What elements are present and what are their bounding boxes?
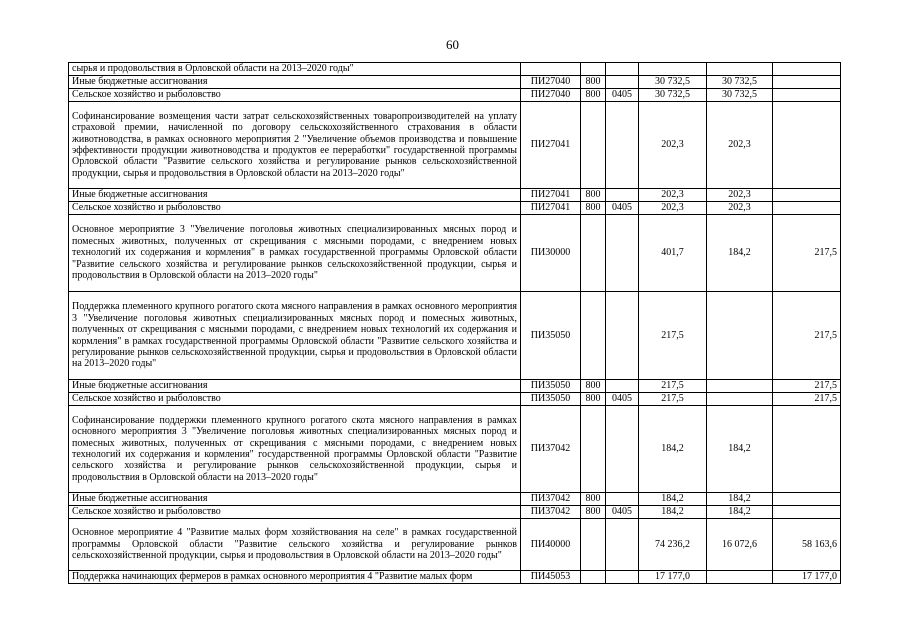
table-row bbox=[69, 406, 841, 493]
row-amount-total: 202,3 bbox=[639, 102, 707, 189]
row-amount-2: 16 072,6 bbox=[707, 519, 773, 571]
row-name: Иные бюджетные ассигнования bbox=[69, 76, 521, 89]
row-amount-3 bbox=[773, 89, 841, 102]
row-amount-3: 217,5 bbox=[773, 380, 841, 393]
row-amount-total: 217,5 bbox=[639, 393, 707, 406]
row-expense-type bbox=[581, 406, 606, 493]
row-target-code: ПИ27041 bbox=[521, 202, 581, 215]
row-section bbox=[606, 406, 639, 493]
row-section bbox=[606, 292, 639, 380]
row-amount-total: 217,5 bbox=[639, 380, 707, 393]
row-amount-2: 184,2 bbox=[707, 493, 773, 506]
row-name: Сельское хозяйство и рыболовство bbox=[69, 506, 521, 519]
row-amount-3 bbox=[773, 406, 841, 493]
row-section bbox=[606, 380, 639, 393]
row-section bbox=[606, 189, 639, 202]
row-name: Основное мероприятие 3 "Увеличение поголовья животных специализированных мясных пород и помесных животных, полученных от скрещивания с мясными породами, с внедрением новых технологий их содержания и кормления" в рамках государственной программы Орловской области "Развитие сельского хозяйства и регулирование рынков сельскохозяйственной продукции, сырья и продовольствия в Орловской области на 2013–2020 годы" bbox=[69, 215, 521, 292]
table-row bbox=[69, 202, 841, 215]
row-name: Сельское хозяйство и рыболовство bbox=[69, 89, 521, 102]
row-target-code: ПИ37042 bbox=[521, 506, 581, 519]
row-expense-type: 800 bbox=[581, 189, 606, 202]
row-amount-total: 202,3 bbox=[639, 202, 707, 215]
budget-table bbox=[68, 62, 841, 584]
row-amount-3: 217,5 bbox=[773, 393, 841, 406]
page-number: 60 bbox=[446, 37, 459, 52]
row-target-code: ПИ35050 bbox=[521, 292, 581, 380]
row-expense-type: 800 bbox=[581, 493, 606, 506]
table-row bbox=[69, 189, 841, 202]
row-amount-total: 184,2 bbox=[639, 406, 707, 493]
table-row bbox=[69, 102, 841, 189]
row-amount-2: 184,2 bbox=[707, 406, 773, 493]
row-name: Сельское хозяйство и рыболовство bbox=[69, 202, 521, 215]
row-target-code: ПИ35050 bbox=[521, 393, 581, 406]
row-amount-3: 217,5 bbox=[773, 215, 841, 292]
row-target-code: ПИ37042 bbox=[521, 493, 581, 506]
row-amount-total: 217,5 bbox=[639, 292, 707, 380]
row-expense-type bbox=[581, 215, 606, 292]
row-expense-type bbox=[581, 519, 606, 571]
row-amount-2 bbox=[707, 380, 773, 393]
row-section bbox=[606, 493, 639, 506]
row-expense-type: 800 bbox=[581, 506, 606, 519]
row-expense-type bbox=[581, 63, 606, 76]
row-amount-total: 74 236,2 bbox=[639, 519, 707, 571]
row-name: Сельское хозяйство и рыболовство bbox=[69, 393, 521, 406]
row-amount-total: 184,2 bbox=[639, 506, 707, 519]
row-amount-total: 202,3 bbox=[639, 189, 707, 202]
row-expense-type: 800 bbox=[581, 202, 606, 215]
row-target-code bbox=[521, 63, 581, 76]
table-row bbox=[69, 393, 841, 406]
table-row bbox=[69, 506, 841, 519]
row-amount-3 bbox=[773, 102, 841, 189]
table-row bbox=[69, 493, 841, 506]
row-name: Поддержка начинающих фермеров в рамках основного мероприятия 4 "Развитие малых форм bbox=[69, 571, 521, 584]
row-name: сырья и продовольствия в Орловской области на 2013–2020 годы" bbox=[69, 63, 521, 76]
row-expense-type: 800 bbox=[581, 380, 606, 393]
row-amount-3 bbox=[773, 493, 841, 506]
row-amount-2: 202,3 bbox=[707, 189, 773, 202]
row-name: Софинансирование поддержки племенного крупного рогатого скота мясного направления в рамках основного мероприятия 3 "Увеличение поголовья животных специализированных мясных пород и помесных животных, полученных от скрещивания с мясными породами, с внедрением новых технологий их содержания и кормления" государственной программы Орловской области "Развитие сельского хозяйства и регулирование рынков сельскохозяйственной продукции, сырья и продовольствия в Орловской области на 2013–2020 годы" bbox=[69, 406, 521, 493]
row-amount-2: 30 732,5 bbox=[707, 89, 773, 102]
row-expense-type bbox=[581, 292, 606, 380]
row-section: 0405 bbox=[606, 202, 639, 215]
row-amount-2 bbox=[707, 63, 773, 76]
row-amount-3: 217,5 bbox=[773, 292, 841, 380]
row-amount-3 bbox=[773, 506, 841, 519]
row-amount-2 bbox=[707, 292, 773, 380]
row-amount-3: 58 163,6 bbox=[773, 519, 841, 571]
row-target-code: ПИ37042 bbox=[521, 406, 581, 493]
row-amount-total: 401,7 bbox=[639, 215, 707, 292]
table-row bbox=[69, 215, 841, 292]
table-row bbox=[69, 519, 841, 571]
row-amount-2: 184,2 bbox=[707, 215, 773, 292]
row-name: Софинансирование возмещения части затрат сельскохозяйственных товаропроизводителей на уплату страховой премии, начисленной по договору сельскохозяйственного страхования в области животноводства, в рамках основного мероприятия 2 "Увеличение объемов производства и повышение эффективности продукции животноводства и продуктов ее переработки" государственной программы Орловской области "Развитие сельского хозяйства и регулирование рынков сельскохозяйственной продукции, сырья и продовольствия в Орловской области на 2013–2020 годы" bbox=[69, 102, 521, 189]
row-target-code: ПИ45053 bbox=[521, 571, 581, 584]
row-amount-total bbox=[639, 63, 707, 76]
row-target-code: ПИ40000 bbox=[521, 519, 581, 571]
row-target-code: ПИ27041 bbox=[521, 102, 581, 189]
table-row bbox=[69, 89, 841, 102]
row-amount-total: 30 732,5 bbox=[639, 76, 707, 89]
row-target-code: ПИ27041 bbox=[521, 189, 581, 202]
row-amount-total: 17 177,0 bbox=[639, 571, 707, 584]
row-section bbox=[606, 102, 639, 189]
row-expense-type: 800 bbox=[581, 76, 606, 89]
table-row bbox=[69, 292, 841, 380]
row-amount-2: 184,2 bbox=[707, 506, 773, 519]
row-target-code: ПИ30000 bbox=[521, 215, 581, 292]
row-amount-total: 184,2 bbox=[639, 493, 707, 506]
row-amount-3 bbox=[773, 189, 841, 202]
table-row bbox=[69, 571, 841, 584]
row-section bbox=[606, 63, 639, 76]
row-amount-2: 202,3 bbox=[707, 102, 773, 189]
row-amount-3 bbox=[773, 76, 841, 89]
row-amount-2: 202,3 bbox=[707, 202, 773, 215]
row-section: 0405 bbox=[606, 506, 639, 519]
row-name: Иные бюджетные ассигнования bbox=[69, 380, 521, 393]
row-expense-type: 800 bbox=[581, 89, 606, 102]
row-amount-3 bbox=[773, 63, 841, 76]
row-section bbox=[606, 76, 639, 89]
row-target-code: ПИ27040 bbox=[521, 89, 581, 102]
row-name: Поддержка племенного крупного рогатого скота мясного направления в рамках основного мероприятия 3 "Увеличение поголовья животных специализированных мясных пород и помесных животных, полученных от скрещивания с мясными породами, с внедрением новых технологий их содержания и кормления" в рамках государственной программы Орловской области "Развитие сельского хозяйства и регулирование рынков сельскохозяйственной продукции, сырья и продовольствия в Орловской области на 2013–2020 годы" bbox=[69, 292, 521, 380]
row-amount-3 bbox=[773, 202, 841, 215]
table-row bbox=[69, 380, 841, 393]
row-section: 0405 bbox=[606, 393, 639, 406]
row-target-code: ПИ35050 bbox=[521, 380, 581, 393]
row-target-code: ПИ27040 bbox=[521, 76, 581, 89]
table-row bbox=[69, 63, 841, 76]
row-section: 0405 bbox=[606, 89, 639, 102]
row-section bbox=[606, 519, 639, 571]
row-amount-2 bbox=[707, 571, 773, 584]
row-expense-type bbox=[581, 571, 606, 584]
row-section bbox=[606, 215, 639, 292]
row-name: Иные бюджетные ассигнования bbox=[69, 189, 521, 202]
row-expense-type: 800 bbox=[581, 393, 606, 406]
table-row bbox=[69, 76, 841, 89]
row-expense-type bbox=[581, 102, 606, 189]
row-amount-2: 30 732,5 bbox=[707, 76, 773, 89]
row-amount-total: 30 732,5 bbox=[639, 89, 707, 102]
row-name: Иные бюджетные ассигнования bbox=[69, 493, 521, 506]
row-amount-2 bbox=[707, 393, 773, 406]
row-name: Основное мероприятие 4 "Развитие малых форм хозяйствования на селе" в рамках государственной программы Орловской области "Развитие сельского хозяйства и регулирование рынков сельскохозяйственной продукции, сырья и продовольствия в Орловской области на 2013–2020 годы" bbox=[69, 519, 521, 571]
row-amount-3: 17 177,0 bbox=[773, 571, 841, 584]
row-section bbox=[606, 571, 639, 584]
